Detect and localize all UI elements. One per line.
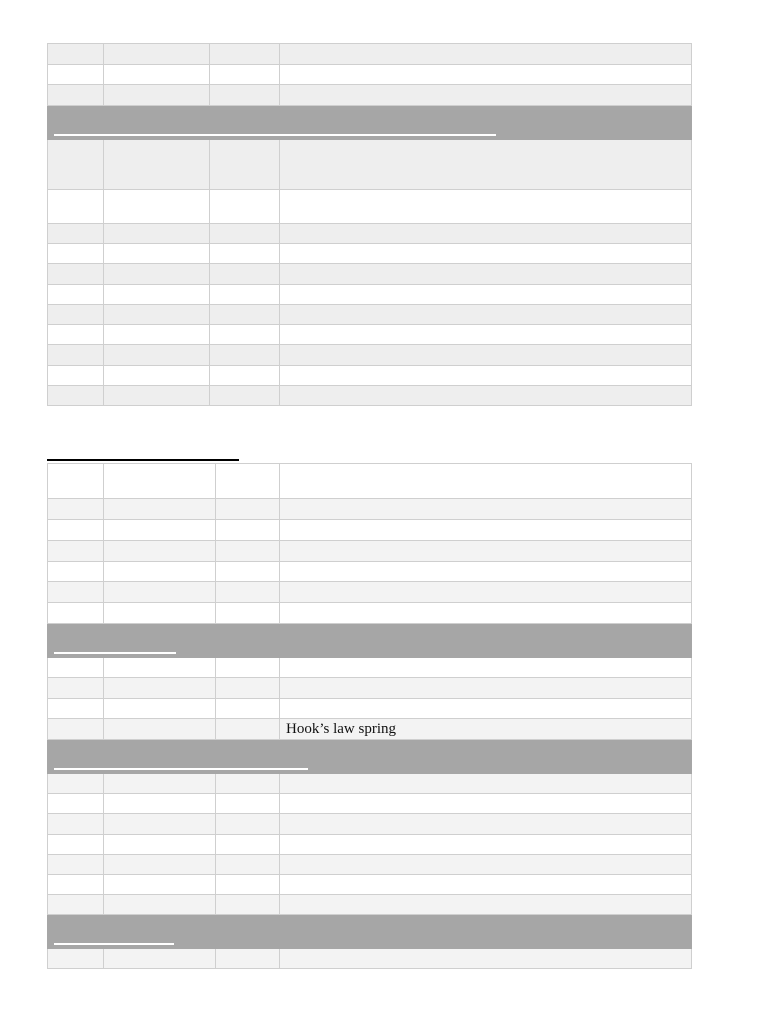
table-row: [48, 562, 692, 582]
table-row: [48, 85, 692, 106]
table-row: [48, 520, 692, 541]
table-row: [48, 386, 692, 406]
table-row: [48, 794, 692, 814]
table-row: [48, 814, 692, 835]
table-row: [48, 699, 692, 719]
table-row: [48, 190, 692, 224]
table-row: [48, 658, 692, 678]
section-band: [48, 915, 692, 949]
table-row: [48, 582, 692, 603]
table-row: [48, 603, 692, 624]
table-row: [48, 285, 692, 305]
section-band: [48, 624, 692, 658]
table-row: [48, 65, 692, 85]
band-underline: [54, 943, 174, 945]
table-row: [48, 464, 692, 499]
data-table-2: [47, 463, 692, 969]
band-underline: [54, 134, 496, 136]
table-row: [48, 264, 692, 285]
section-band: [48, 740, 692, 774]
table-row: [48, 719, 692, 740]
table-row: [48, 499, 692, 520]
section-heading-underline: [47, 459, 239, 461]
table-row: [48, 949, 692, 969]
table-row: [48, 325, 692, 345]
table-cell-hooks-law-spring: Hook’s law spring: [280, 719, 692, 740]
section-band: [48, 106, 692, 140]
table-row: [48, 224, 692, 244]
data-table-1: [47, 43, 692, 406]
table-row: [48, 774, 692, 794]
band-underline: [54, 768, 308, 770]
table-row: [48, 244, 692, 264]
table-row: [48, 140, 692, 190]
table-row: [48, 305, 692, 325]
table-row: [48, 875, 692, 895]
table-row: [48, 835, 692, 855]
table-row: [48, 44, 692, 65]
table-row: [48, 366, 692, 386]
table-row: [48, 855, 692, 875]
table-row: [48, 345, 692, 366]
table-row: [48, 678, 692, 699]
table-row: [48, 895, 692, 915]
band-underline: [54, 652, 176, 654]
table-row: [48, 541, 692, 562]
